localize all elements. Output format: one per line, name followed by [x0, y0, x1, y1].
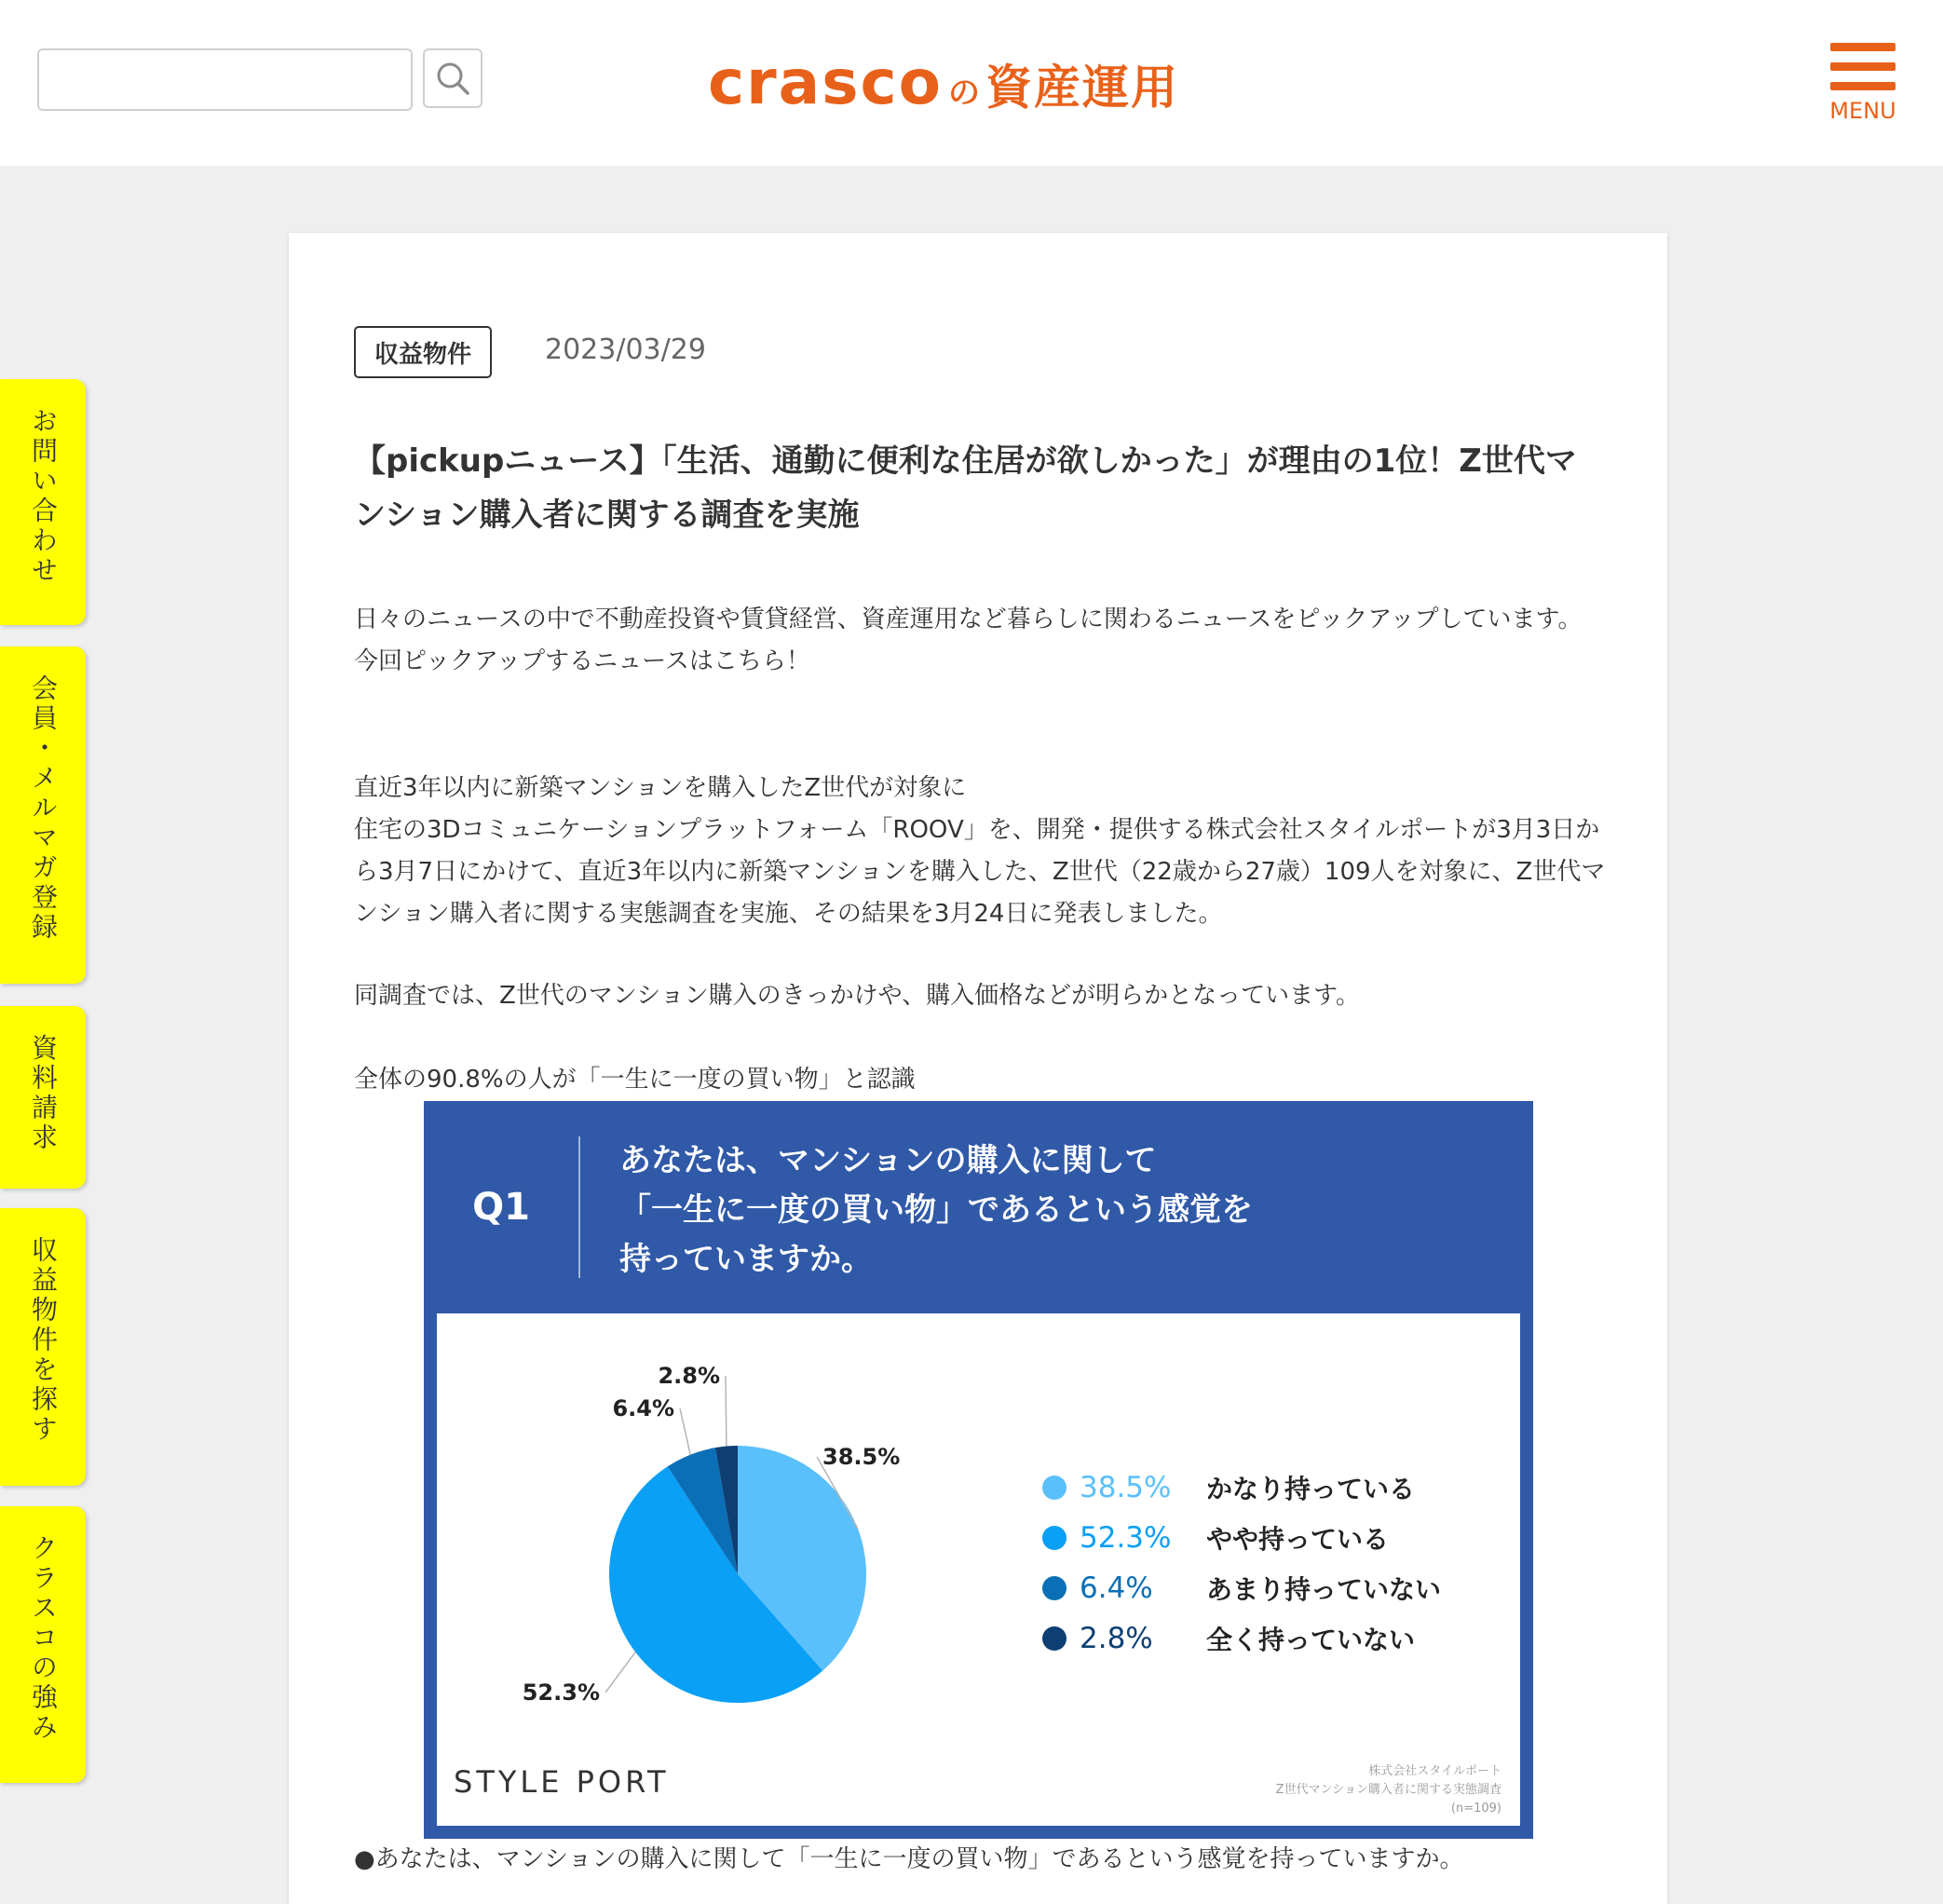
article-card [289, 233, 1667, 1904]
section-1-body: 住宅の3Dコミュニケーションプラットフォーム「ROOV」を、開発・提供する株式会社スタイルポートが3月3日から3月7日にかけて、直近3年以内に新築マンションを購入した、Z世代（22歳から27歳）109人を対象に、Z世代マンション購入者に関する実態調査を実施、その結果を3月24日に発表しました。 [354, 816, 1606, 928]
legend-item [1042, 1462, 1441, 1513]
logo-brand: crasco [708, 47, 943, 118]
legend-dot [1042, 1626, 1067, 1651]
side-tab-member-signup[interactable] [0, 646, 86, 984]
legend-item [1042, 1513, 1441, 1563]
chart-panel [437, 1313, 1520, 1826]
legend-dot [1042, 1476, 1067, 1500]
style-port-logo: STYLE PORT [454, 1764, 670, 1800]
legend-value: 6.4% [1080, 1571, 1153, 1605]
legend-label: かなり持っている [1206, 1474, 1416, 1504]
site-header [0, 0, 1943, 166]
section-3-heading: 全体の90.8%の人が「一生に一度の買い物」と認識 [354, 1066, 916, 1094]
pie-leader-line [605, 1652, 635, 1693]
section-1-heading: 直近3年以内に新築マンションを購入したZ世代が対象に [354, 774, 967, 802]
site-logo[interactable] [708, 47, 1179, 118]
source-line-1: 株式会社スタイルポート [1368, 1764, 1501, 1778]
side-tab-label: 収益物件を探す [28, 1236, 59, 1445]
legend-value: 2.8% [1080, 1622, 1153, 1655]
source-line-3: (n=109) [1450, 1802, 1501, 1816]
article-title: 【pickupニュース】「生活、通勤に便利な住居が欲しかった」が理由の1位！Z世代マンション購入者に関する調査を実施 [354, 442, 1577, 534]
survey-figure [424, 1101, 1533, 1839]
hamburger-icon-bar-3 [1830, 82, 1895, 90]
side-tab-strengths[interactable] [0, 1506, 86, 1783]
legend-label: あまり持っていない [1206, 1574, 1442, 1605]
search-input[interactable] [37, 48, 413, 111]
legend-item [1042, 1563, 1441, 1613]
section-1 [354, 768, 1607, 935]
post-date: 2023/03/29 [545, 333, 706, 366]
legend-label: 全く持っていない [1206, 1625, 1416, 1655]
side-tab-search-properties[interactable] [0, 1208, 86, 1486]
menu-button[interactable] [1828, 43, 1898, 127]
magnifier-icon [434, 60, 471, 97]
legend-dot [1042, 1576, 1067, 1600]
side-tab-label: お問い合わせ [28, 407, 59, 586]
intro-line-1: 日々のニュースの中で不動産投資や賃貸経営、資産運用など暮らしに関わるニュースをピックアップしています。 [354, 605, 1583, 633]
side-tab-contact[interactable] [0, 379, 86, 625]
side-tab-label: 会員・メルマガ登録 [28, 674, 59, 943]
pie-data-label: 38.5% [822, 1444, 901, 1470]
legend-item [1042, 1613, 1441, 1664]
intro-line-2: 今回ピックアップするニュースはこちら！ [354, 647, 810, 675]
side-tab-label: クラスコの強み [28, 1534, 59, 1743]
chart-legend [1042, 1462, 1441, 1664]
hamburger-icon [1830, 43, 1895, 51]
pie-leader-line [680, 1408, 690, 1455]
legend-value: 38.5% [1080, 1471, 1172, 1504]
question-divider [578, 1136, 580, 1278]
search-button[interactable] [423, 48, 482, 108]
intro-paragraph [354, 599, 1607, 683]
side-tab-request-documents[interactable] [0, 1006, 86, 1189]
menu-label: MENU [1829, 98, 1896, 124]
pie-leader-line [726, 1376, 727, 1447]
survey-source [1276, 1762, 1501, 1818]
question-text [619, 1136, 1458, 1285]
logo-sub: 資産運用 [985, 61, 1179, 115]
pie-data-label: 52.3% [522, 1680, 600, 1706]
logo-no: の [947, 75, 980, 112]
legend-value: 52.3% [1080, 1521, 1172, 1555]
side-tab-label: 資料請求 [28, 1034, 59, 1153]
category-badge[interactable]: 収益物件 [354, 326, 492, 378]
pie-data-label: 2.8% [658, 1363, 720, 1389]
question-line-1: あなたは、マンションの購入に関して [619, 1142, 1157, 1179]
pie-data-label: 6.4% [612, 1395, 674, 1421]
figure-caption: ●あなたは、マンションの購入に関して「一生に一度の買い物」であるという感覚を持っていますか。 [354, 1845, 1464, 1873]
hamburger-icon-bar-2 [1830, 62, 1895, 71]
question-line-2: 「一生に一度の買い物」であるという感覚を [619, 1191, 1253, 1229]
question-number: Q1 [472, 1186, 530, 1229]
legend-label: やや持っている [1206, 1524, 1390, 1555]
question-line-3: 持っていますか。 [619, 1241, 873, 1278]
section-2-body: 同調査では、Z世代のマンション購入のきっかけや、購入価格などが明らかとなっています。 [354, 982, 1361, 1010]
legend-dot [1042, 1526, 1067, 1550]
source-line-2: Z世代マンション購入者に関する実態調査 [1275, 1783, 1501, 1797]
